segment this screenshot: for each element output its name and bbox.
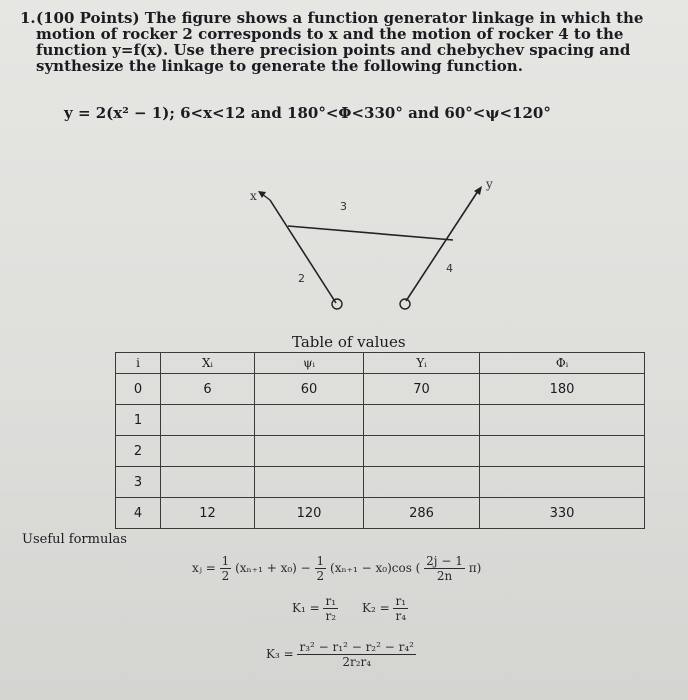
coupler-3 <box>288 226 453 240</box>
problem-text: (100 Points) The figure shows a function generator linkage in which the motion of rocker 2 corresponds to x and the motion of rocker 4 to the function y=f(x). Use there precision points and chebychev spacing and synthesize the linkage to generate the following function. <box>36 9 644 75</box>
f1-close: π) <box>468 561 482 575</box>
cell[interactable] <box>364 436 480 467</box>
cell[interactable] <box>480 467 645 498</box>
problem-statement <box>20 10 670 74</box>
header-y: Yᵢ <box>364 353 480 374</box>
rocker-2 <box>270 200 336 303</box>
cell[interactable]: 330 <box>480 498 645 529</box>
pivot-2 <box>332 299 342 309</box>
cell[interactable] <box>161 436 255 467</box>
k2-frac: $\frac{\text{r₁}}{\text{r₄}}$ <box>395 594 407 623</box>
problem-number: 1. <box>20 9 36 27</box>
f1-frac-c: $\frac{2j - 1}{2n}$ <box>426 554 463 583</box>
k3-frac: $\frac{\text{r₃² − r₁² − r₂² − r₄²}}{\text{2r₂r₄}}$ <box>299 640 414 669</box>
k3-lhs: K₃ = <box>266 647 294 661</box>
table-row <box>116 405 645 436</box>
f1-end: (xₙ₊₁ − x₀)cos ( <box>330 561 421 575</box>
target-function: y = 2(x² − 1); 6<x<12 and 180°<Φ<330° and 60°<ψ<120° <box>64 104 551 122</box>
header-i: i <box>116 353 161 374</box>
cell[interactable]: 60 <box>255 374 364 405</box>
table-row <box>116 374 645 405</box>
x-arrow-head <box>258 191 266 198</box>
k1-lhs: K₁ = <box>292 601 320 615</box>
y-arrow-head <box>474 186 482 195</box>
cell[interactable]: 12 <box>161 498 255 529</box>
header-x: Xᵢ <box>161 353 255 374</box>
cell[interactable]: 180 <box>480 374 645 405</box>
k2-formula <box>362 594 408 623</box>
k2-lhs: K₂ = <box>362 601 390 615</box>
cell[interactable] <box>161 467 255 498</box>
pivot-4 <box>400 299 410 309</box>
f1-lhs: xⱼ = <box>192 561 216 575</box>
table-row <box>116 498 645 529</box>
cell[interactable] <box>364 405 480 436</box>
header-psi: ψᵢ <box>255 353 364 374</box>
f1-frac-a: $\frac{1}{2}$ <box>221 554 230 583</box>
x-label: x <box>250 189 257 203</box>
linkage-figure <box>240 178 520 328</box>
cell[interactable]: 1 <box>116 405 161 436</box>
useful-formulas-label: Useful formulas <box>22 532 127 547</box>
cell[interactable] <box>480 405 645 436</box>
y-label: y <box>486 178 493 191</box>
cell[interactable] <box>255 467 364 498</box>
header-phi: Φᵢ <box>480 353 645 374</box>
table-header-row <box>116 353 645 374</box>
cell[interactable]: 0 <box>116 374 161 405</box>
cell[interactable] <box>255 405 364 436</box>
cell[interactable]: 286 <box>364 498 480 529</box>
cell[interactable]: 120 <box>255 498 364 529</box>
cell[interactable] <box>255 436 364 467</box>
f1-frac-b: $\frac{1}{2}$ <box>316 554 325 583</box>
link-2-label: 2 <box>298 272 305 285</box>
cell[interactable]: 2 <box>116 436 161 467</box>
table-row <box>116 467 645 498</box>
cell[interactable]: 6 <box>161 374 255 405</box>
cell[interactable]: 4 <box>116 498 161 529</box>
cell[interactable] <box>480 436 645 467</box>
link-3-label: 3 <box>340 200 347 213</box>
f1-mid: (xₙ₊₁ + x₀) − <box>235 561 311 575</box>
table-row <box>116 436 645 467</box>
chebyshev-formula <box>192 554 481 583</box>
cell[interactable] <box>364 467 480 498</box>
values-table <box>115 352 645 529</box>
k1-frac: $\frac{\text{r₁}}{\text{r₂}}$ <box>325 594 337 623</box>
k1-formula <box>292 594 338 623</box>
cell[interactable]: 3 <box>116 467 161 498</box>
cell[interactable]: 70 <box>364 374 480 405</box>
link-4-label: 4 <box>446 262 453 275</box>
k3-formula <box>266 640 416 669</box>
cell[interactable] <box>161 405 255 436</box>
rocker-4 <box>406 191 478 301</box>
table-caption: Table of values <box>292 333 406 351</box>
